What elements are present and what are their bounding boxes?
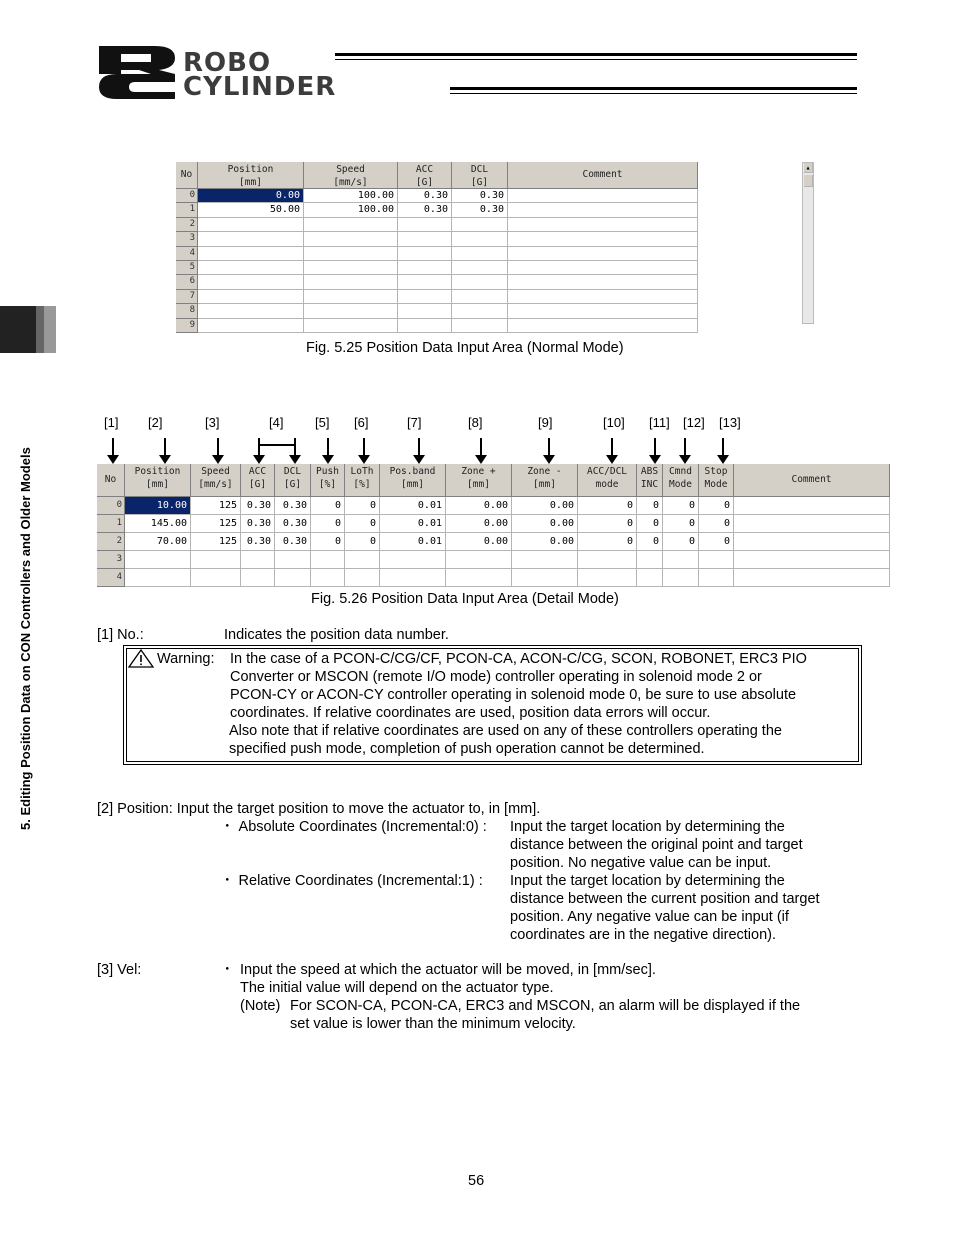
- grid-cell[interactable]: [508, 261, 698, 275]
- grid-cell[interactable]: [198, 261, 304, 275]
- grid-row-number: 8: [176, 304, 198, 318]
- fig1-caption: Fig. 5.25 Position Data Input Area (Normal Mode): [306, 340, 624, 356]
- grid-header-top: Speed: [336, 164, 365, 175]
- grid-cell[interactable]: [699, 551, 734, 569]
- grid-cell[interactable]: 0: [578, 533, 637, 551]
- grid-header-top: DCL: [470, 164, 489, 175]
- grid-header-top: Comment: [791, 474, 832, 485]
- grid-cell[interactable]: [446, 569, 512, 587]
- grid-header-top: Zone +: [461, 466, 496, 477]
- grid-header-bottom: [G]: [415, 177, 434, 188]
- grid-cell[interactable]: [508, 189, 698, 203]
- grid-cell[interactable]: 145.00: [125, 515, 191, 533]
- grid-cell[interactable]: [380, 569, 446, 587]
- grid-header-bottom: [mm/s]: [198, 479, 233, 490]
- grid-cell[interactable]: 0.30: [275, 533, 311, 551]
- grid-header-bottom: [G]: [470, 177, 489, 188]
- grid-cell[interactable]: 125: [191, 497, 241, 515]
- grid-cell[interactable]: 0.00: [512, 497, 578, 515]
- rc-logo-mark-icon: [95, 44, 181, 100]
- item2-abs-label: ・ Absolute Coordinates (Incremental:0) :: [220, 819, 487, 835]
- grid-cell[interactable]: [734, 515, 890, 533]
- down-arrow-icon: [654, 438, 656, 456]
- grid-cell[interactable]: [734, 551, 890, 569]
- grid-cell[interactable]: 0.30: [241, 533, 275, 551]
- grid-cell[interactable]: 100.00: [304, 189, 398, 203]
- grid-cell[interactable]: [637, 551, 663, 569]
- column-marker-label: [4]: [269, 415, 284, 430]
- item1-label: [1] No.:: [97, 627, 144, 643]
- column-marker-label: [3]: [205, 415, 220, 430]
- grid-header-cell: [512, 464, 578, 497]
- grid-cell[interactable]: [311, 569, 345, 587]
- grid-cell[interactable]: [198, 218, 304, 232]
- item3-note-line2: set value is lower than the minimum velocity.: [290, 1016, 576, 1032]
- page-number: 56: [468, 1173, 485, 1189]
- grid-cell[interactable]: [508, 218, 698, 232]
- grid-header-top: ACC: [248, 466, 267, 477]
- grid-cell[interactable]: [452, 319, 508, 333]
- grid-header-top: ABS: [640, 466, 659, 477]
- down-arrow-icon: [363, 438, 365, 456]
- item3-line1: Input the speed at which the actuator will be moved, in [mm/sec].: [240, 962, 656, 978]
- grid-cell[interactable]: 0: [578, 515, 637, 533]
- chapter-side-label: 5. Editing Position Data on CON Controllers and Older Models: [18, 447, 33, 830]
- grid-header-top: Position: [134, 466, 181, 477]
- grid-cell[interactable]: [734, 569, 890, 587]
- chapter-tab: [0, 306, 36, 353]
- grid-header-bottom: [mm]: [239, 177, 262, 188]
- grid-cell[interactable]: 0.30: [398, 189, 452, 203]
- item3-label: [3] Vel:: [97, 962, 142, 978]
- grid-cell[interactable]: [241, 551, 275, 569]
- column-marker-label: [13]: [719, 415, 741, 430]
- vertical-scrollbar[interactable]: [802, 162, 814, 324]
- grid-row-number: 3: [176, 232, 198, 246]
- grid-header-bottom: [mm]: [467, 479, 490, 490]
- grid-header-cell: [699, 464, 734, 497]
- grid-cell[interactable]: 0.30: [452, 189, 508, 203]
- grid-cell[interactable]: [452, 261, 508, 275]
- grid-cell[interactable]: [198, 275, 304, 289]
- grid-header-bottom: [G]: [248, 479, 267, 490]
- grid-cell[interactable]: 0: [345, 497, 380, 515]
- grid-cell[interactable]: [380, 551, 446, 569]
- grid-cell[interactable]: 0.30: [398, 203, 452, 217]
- grid-cell[interactable]: 0.00: [512, 515, 578, 533]
- grid-cell[interactable]: [699, 569, 734, 587]
- grid-cell[interactable]: [578, 569, 637, 587]
- abs-description-line: position. No negative value can be input.: [510, 855, 772, 871]
- item2-rel-label: ・ Relative Coordinates (Incremental:1) :: [220, 873, 483, 889]
- grid-cell[interactable]: 125: [191, 515, 241, 533]
- header-rule-top: [335, 53, 857, 56]
- grid-header-bottom: [mm/s]: [333, 177, 368, 188]
- grid-header-cell: [663, 464, 699, 497]
- grid-row-number: 1: [176, 203, 198, 217]
- grid-header-top: No: [104, 474, 117, 485]
- grid-cell[interactable]: 125: [191, 533, 241, 551]
- grid-row-number: 0: [176, 189, 198, 203]
- grid-header-top: ACC/DCL: [586, 466, 628, 477]
- grid-cell[interactable]: 0.00: [446, 533, 512, 551]
- column-marker-label: [6]: [354, 415, 369, 430]
- down-arrow-icon: [684, 438, 686, 456]
- grid-cell[interactable]: [446, 551, 512, 569]
- grid-header-cell: [380, 464, 446, 497]
- grid-header-bottom: [mm]: [401, 479, 424, 490]
- grid-header-top: Cmnd: [669, 466, 692, 477]
- grid-cell[interactable]: 0.01: [380, 533, 446, 551]
- abs-description-line: distance between the original point and target: [510, 837, 803, 853]
- grid-cell[interactable]: 0: [663, 497, 699, 515]
- grid-header-top: LoTh: [350, 466, 374, 477]
- grid-cell[interactable]: 0.01: [380, 497, 446, 515]
- grid-cell[interactable]: [304, 261, 398, 275]
- warning-label: Warning:: [157, 651, 215, 667]
- grid-cell[interactable]: 0: [345, 533, 380, 551]
- warning-line: specified push mode, completion of push operation cannot be determined.: [229, 741, 705, 757]
- column-marker-label: [9]: [538, 415, 553, 430]
- grid-row-number: 0: [97, 497, 125, 515]
- grid-row-number: 1: [97, 515, 125, 533]
- grid-cell[interactable]: [734, 497, 890, 515]
- warning-line: In the case of a PCON-C/CG/CF, PCON-CA, ACON-C/CG, SCON, ROBONET, ERC3 PIO: [230, 651, 807, 667]
- grid-empty-area: [698, 162, 802, 324]
- down-arrow-icon: [217, 438, 219, 456]
- grid-cell[interactable]: [191, 569, 241, 587]
- grid-cell[interactable]: [508, 304, 698, 318]
- grid-cell[interactable]: 0: [699, 515, 734, 533]
- grid-cell[interactable]: 0: [345, 515, 380, 533]
- header-rule-top-thin: [335, 59, 857, 60]
- grid-cell[interactable]: [304, 290, 398, 304]
- grid-cell[interactable]: [398, 290, 452, 304]
- grid-cell[interactable]: [398, 275, 452, 289]
- grid-header-top: Zone -: [527, 466, 562, 477]
- column-marker-label: [7]: [407, 415, 422, 430]
- grid-cell[interactable]: 0: [699, 497, 734, 515]
- bracket-arrow-icon: [258, 438, 296, 446]
- down-arrow-icon: [418, 438, 420, 456]
- grid-header-bottom: mode: [595, 479, 619, 490]
- grid-cell[interactable]: 0.30: [452, 203, 508, 217]
- grid-row-number: 4: [97, 569, 125, 587]
- warning-line: PCON-CY or ACON-CY controller operating in solenoid mode 0, be sure to use absolute: [230, 687, 797, 703]
- grid-cell[interactable]: 0: [311, 497, 345, 515]
- scroll-thumb[interactable]: [804, 175, 813, 187]
- grid-cell[interactable]: [398, 304, 452, 318]
- grid-cell[interactable]: 70.00: [125, 533, 191, 551]
- grid-header-bottom: Mode: [669, 479, 692, 490]
- column-marker-label: [1]: [104, 415, 119, 430]
- grid-row-number: 2: [176, 218, 198, 232]
- column-marker-label: [12]: [683, 415, 705, 430]
- rel-description-line: Input the target location by determining the: [510, 873, 785, 889]
- grid-cell[interactable]: 0.00: [512, 533, 578, 551]
- grid-header-cell: [446, 464, 512, 497]
- grid-header-cell: [452, 162, 508, 189]
- grid-cell[interactable]: 0: [699, 533, 734, 551]
- warning-line: Converter or MSCON (remote I/O mode) controller operating in solenoid mode 2 or: [230, 669, 762, 685]
- grid-cell[interactable]: [508, 232, 698, 246]
- grid-cell[interactable]: [398, 218, 452, 232]
- grid-cell[interactable]: 0: [663, 533, 699, 551]
- column-marker-label: [5]: [315, 415, 330, 430]
- grid-header-cell: [97, 464, 125, 497]
- grid-cell[interactable]: [275, 569, 311, 587]
- grid-header-bottom: [mm]: [533, 479, 556, 490]
- down-arrow-icon: [112, 438, 114, 456]
- grid-cell[interactable]: [275, 551, 311, 569]
- grid-cell[interactable]: 0.30: [275, 497, 311, 515]
- grid-cell[interactable]: [304, 304, 398, 318]
- grid-cell[interactable]: [198, 232, 304, 246]
- grid-header-top: Comment: [582, 169, 623, 180]
- header-rule-bottom: [450, 87, 857, 90]
- grid-header-cell: [191, 464, 241, 497]
- rel-description-line: distance between the current position and target: [510, 891, 820, 907]
- grid-cell[interactable]: 50.00: [198, 203, 304, 217]
- grid-cell[interactable]: 0: [311, 515, 345, 533]
- grid-cell[interactable]: [398, 319, 452, 333]
- grid-cell[interactable]: [304, 218, 398, 232]
- grid-header-top: Stop: [704, 466, 728, 477]
- chapter-tab-shade-light: [44, 306, 56, 353]
- warning-triangle-icon: [128, 649, 154, 668]
- grid-cell[interactable]: 100.00: [304, 203, 398, 217]
- chapter-tab-shade: [36, 306, 44, 353]
- grid-cell[interactable]: [345, 551, 380, 569]
- grid-cell[interactable]: 0.30: [275, 515, 311, 533]
- position-grid-normal: [176, 162, 814, 330]
- grid-cell[interactable]: [304, 319, 398, 333]
- down-arrow-icon: [480, 438, 482, 456]
- rel-description-line: coordinates are in the negative direction).: [510, 927, 776, 943]
- grid-row-number: 9: [176, 319, 198, 333]
- grid-header-cell: [241, 464, 275, 497]
- grid-header-cell: [198, 162, 304, 189]
- grid-cell[interactable]: [452, 218, 508, 232]
- grid-row-number: 7: [176, 290, 198, 304]
- grid-cell[interactable]: 0.30: [241, 515, 275, 533]
- down-arrow-icon: [548, 438, 550, 456]
- grid-header-cell: [304, 162, 398, 189]
- grid-cell[interactable]: [241, 569, 275, 587]
- position-grid-detail: [97, 464, 890, 588]
- rel-description-line: position. Any negative value can be input (if: [510, 909, 789, 925]
- grid-header-bottom: [G]: [283, 479, 302, 490]
- grid-cell[interactable]: 10.00: [125, 497, 191, 515]
- abs-description-line: Input the target location by determining the: [510, 819, 785, 835]
- grid-header-cell: [275, 464, 311, 497]
- grid-cell[interactable]: [663, 569, 699, 587]
- grid-cell[interactable]: [452, 247, 508, 261]
- grid-row-number: 4: [176, 247, 198, 261]
- grid-header-cell: [176, 162, 198, 189]
- grid-cell[interactable]: [508, 247, 698, 261]
- logo-robo-text: ROBO: [183, 48, 272, 78]
- column-marker-label: [8]: [468, 415, 483, 430]
- grid-cell[interactable]: [452, 232, 508, 246]
- grid-cell[interactable]: [198, 319, 304, 333]
- grid-header-top: Speed: [201, 466, 230, 477]
- grid-cell[interactable]: 0.00: [446, 497, 512, 515]
- grid-cell[interactable]: 0.01: [380, 515, 446, 533]
- grid-row-number: 2: [97, 533, 125, 551]
- grid-cell[interactable]: 0.00: [446, 515, 512, 533]
- grid-row-number: 5: [176, 261, 198, 275]
- column-marker-label: [11]: [649, 415, 670, 430]
- item3-bullet: ・: [220, 962, 235, 978]
- grid-cell[interactable]: [198, 304, 304, 318]
- grid-cell[interactable]: [508, 203, 698, 217]
- item3-note-label: (Note): [240, 998, 281, 1014]
- grid-header-cell: [637, 464, 663, 497]
- grid-cell[interactable]: [125, 569, 191, 587]
- down-arrow-icon: [611, 438, 613, 456]
- column-marker-label: [10]: [603, 415, 625, 430]
- grid-header-top: Push: [316, 466, 339, 477]
- grid-cell[interactable]: [125, 551, 191, 569]
- grid-cell[interactable]: [191, 551, 241, 569]
- grid-cell[interactable]: 0: [637, 515, 663, 533]
- grid-cell[interactable]: [578, 551, 637, 569]
- grid-cell[interactable]: [198, 247, 304, 261]
- grid-header-cell: [578, 464, 637, 497]
- grid-cell[interactable]: [398, 232, 452, 246]
- grid-cell[interactable]: 0.30: [241, 497, 275, 515]
- grid-cell[interactable]: 0: [637, 497, 663, 515]
- grid-cell[interactable]: [508, 319, 698, 333]
- down-arrow-icon: [164, 438, 166, 456]
- grid-header-bottom: [%]: [353, 479, 371, 490]
- grid-cell[interactable]: 0.00: [198, 189, 304, 203]
- grid-cell[interactable]: [198, 290, 304, 304]
- grid-cell[interactable]: [304, 275, 398, 289]
- grid-cell[interactable]: [508, 290, 698, 304]
- grid-row-number: 3: [97, 551, 125, 569]
- grid-cell[interactable]: [512, 551, 578, 569]
- grid-cell[interactable]: [304, 247, 398, 261]
- grid-cell[interactable]: [452, 290, 508, 304]
- grid-cell[interactable]: 0: [637, 533, 663, 551]
- grid-cell[interactable]: [734, 533, 890, 551]
- grid-header-cell: [398, 162, 452, 189]
- item3-note-line1: For SCON-CA, PCON-CA, ERC3 and MSCON, an alarm will be displayed if the: [290, 998, 801, 1014]
- grid-cell[interactable]: [452, 304, 508, 318]
- grid-header-cell: [508, 162, 698, 189]
- down-arrow-icon: [294, 446, 296, 456]
- grid-header-bottom: [mm]: [146, 479, 169, 490]
- grid-header-top: Position: [227, 164, 274, 175]
- grid-header-bottom: INC: [640, 479, 659, 490]
- grid-cell[interactable]: [452, 275, 508, 289]
- grid-cell[interactable]: [512, 569, 578, 587]
- grid-cell[interactable]: [508, 275, 698, 289]
- logo-cylinder-text: CYLINDER: [183, 72, 337, 102]
- grid-cell[interactable]: [345, 569, 380, 587]
- grid-header-cell: [734, 464, 890, 497]
- grid-row-number: 6: [176, 275, 198, 289]
- down-arrow-icon: [258, 446, 260, 456]
- grid-cell[interactable]: [398, 247, 452, 261]
- down-arrow-icon: [722, 438, 724, 456]
- grid-header-cell: [311, 464, 345, 497]
- grid-header-top: ACC: [415, 164, 434, 175]
- grid-header-bottom: Mode: [704, 479, 728, 490]
- grid-header-bottom: [%]: [318, 479, 337, 490]
- grid-header-cell: [345, 464, 380, 497]
- grid-header-top: No: [180, 169, 193, 180]
- header-rule-bottom-thin: [450, 93, 857, 94]
- grid-header-cell: [125, 464, 191, 497]
- warning-line: Also note that if relative coordinates are used on any of these controllers operating the: [229, 723, 782, 739]
- grid-cell[interactable]: [663, 551, 699, 569]
- grid-header-top: DCL: [283, 466, 302, 477]
- warning-line: coordinates. If relative coordinates are used, position data errors will occur.: [230, 705, 711, 721]
- item1-text: Indicates the position data number.: [224, 627, 449, 643]
- column-marker-label: [2]: [148, 415, 163, 430]
- grid-header-top: Pos.band: [389, 466, 436, 477]
- grid-cell[interactable]: 0: [311, 533, 345, 551]
- item2-intro: [2] Position: Input the target position to move the actuator to, in [mm].: [97, 801, 541, 817]
- fig2-caption: Fig. 5.26 Position Data Input Area (Detail Mode): [311, 591, 619, 607]
- scroll-up-icon[interactable]: ▴: [804, 163, 813, 173]
- grid-cell[interactable]: [311, 551, 345, 569]
- grid-cell[interactable]: [637, 569, 663, 587]
- item3-line2: The initial value will depend on the actuator type.: [240, 980, 554, 996]
- grid-cell[interactable]: [398, 261, 452, 275]
- grid-cell[interactable]: 0: [663, 515, 699, 533]
- grid-cell[interactable]: 0: [578, 497, 637, 515]
- down-arrow-icon: [327, 438, 329, 456]
- grid-cell[interactable]: [304, 232, 398, 246]
